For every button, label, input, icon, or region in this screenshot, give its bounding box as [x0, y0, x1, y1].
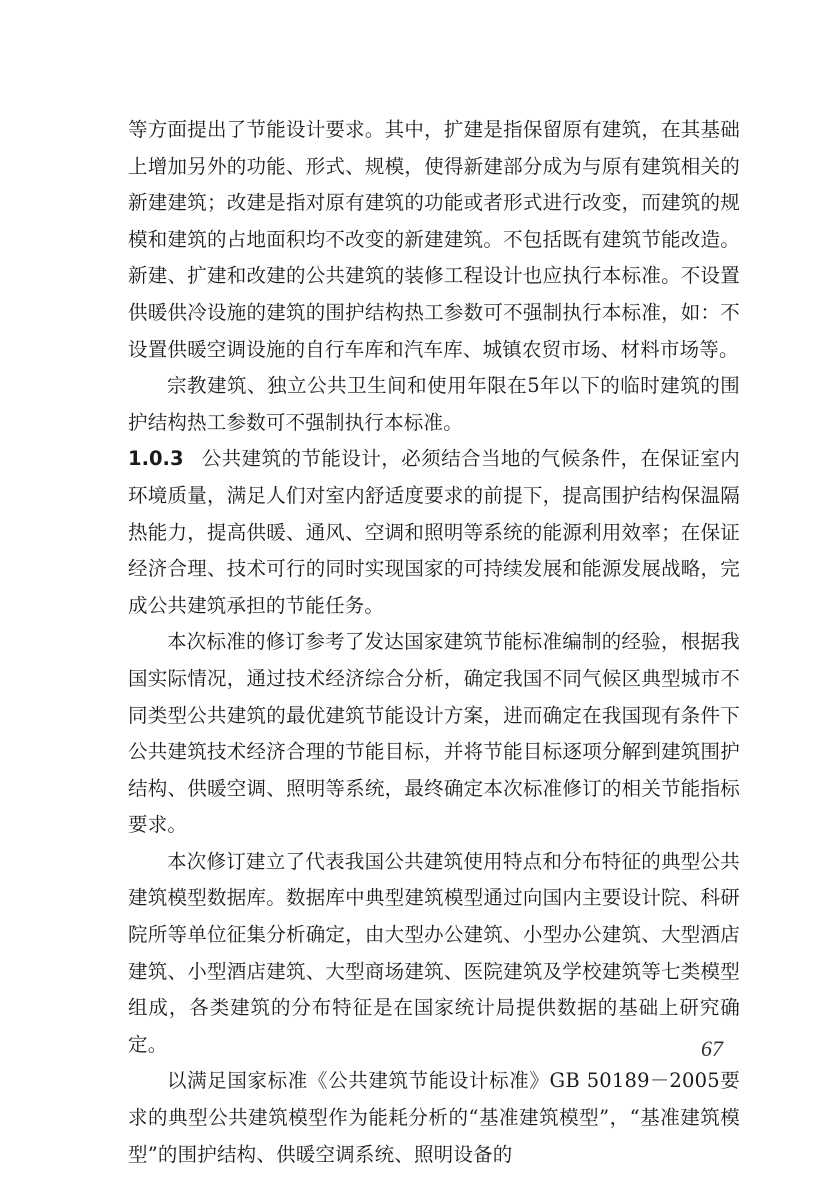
page-number: 67 — [701, 1036, 723, 1061]
paragraph: 宗教建筑、独立公共卫生间和使用年限在5年以下的临时建筑的围护结构热工参数可不强制执行本标准。 — [128, 374, 740, 434]
paragraph: 本次修订建立了代表我国公共建筑使用特点和分布特征的典型公共建筑模型数据库。数据库中典型建筑模型通过向国内主要设计院、科研院所等单位征集分析确定，由大型办公建筑、小型办公建筑、大型酒店建筑、小型酒店建筑、大型商场建筑、医院建筑及学校建筑等七类模型组成，各类建筑的分布特征是在国家统计局提供数据的基础上研究确定。 — [128, 849, 740, 1056]
clause-number: 1.0.3 — [128, 447, 184, 471]
clause-paragraph: 1.0.3 公共建筑的节能设计，必须结合当地的气候条件，在保证室内环境质量，满足人们对室内舒适度要求的前提下，提高围护结构保温隔热能力，提高供暖、通风、空调和照明等系统的能源利用效率；在保证经济合理、技术可行的同时实现国家的可持续发展和能源发展战略，完成公共建筑承担的节能任务。 — [128, 447, 740, 617]
body-text — [128, 112, 740, 1173]
paragraph: 以满足国家标准《公共建筑节能设计标准》GB 50189－2005要求的典型公共建筑模型作为能耗分析的“基准建筑模型”，“基准建筑模型”的围护结构、供暖空调系统、照明设备的 — [128, 1069, 740, 1166]
paragraph-continued: 等方面提出了节能设计要求。其中，扩建是指保留原有建筑，在其基础上增加另外的功能、形式、规模，使得新建部分成为与原有建筑相关的新建建筑；改建是指对原有建筑的功能或者形式进行改变，而建筑的规模和建筑的占地面积均不改变的新建建筑。不包括既有建筑节能改造。新建、扩建和改建的公共建筑的装修工程设计也应执行本标准。不设置供暖供冷设施的建筑的围护结构热工参数可不强制执行本标准，如：不设置供暖空调设施的自行车库和汽车库、城镇农贸市场、材料市场等。 — [128, 118, 740, 361]
paragraph: 本次标准的修订参考了发达国家建筑节能标准编制的经验，根据我国实际情况，通过技术经济综合分析，确定我国不同气候区典型城市不同类型公共建筑的最优建筑节能设计方案，进而确定在我国现有条件下公共建筑技术经济合理的节能目标，并将节能目标逐项分解到建筑围护结构、供暖空调、照明等系统，最终确定本次标准修订的相关节能指标要求。 — [128, 630, 740, 837]
